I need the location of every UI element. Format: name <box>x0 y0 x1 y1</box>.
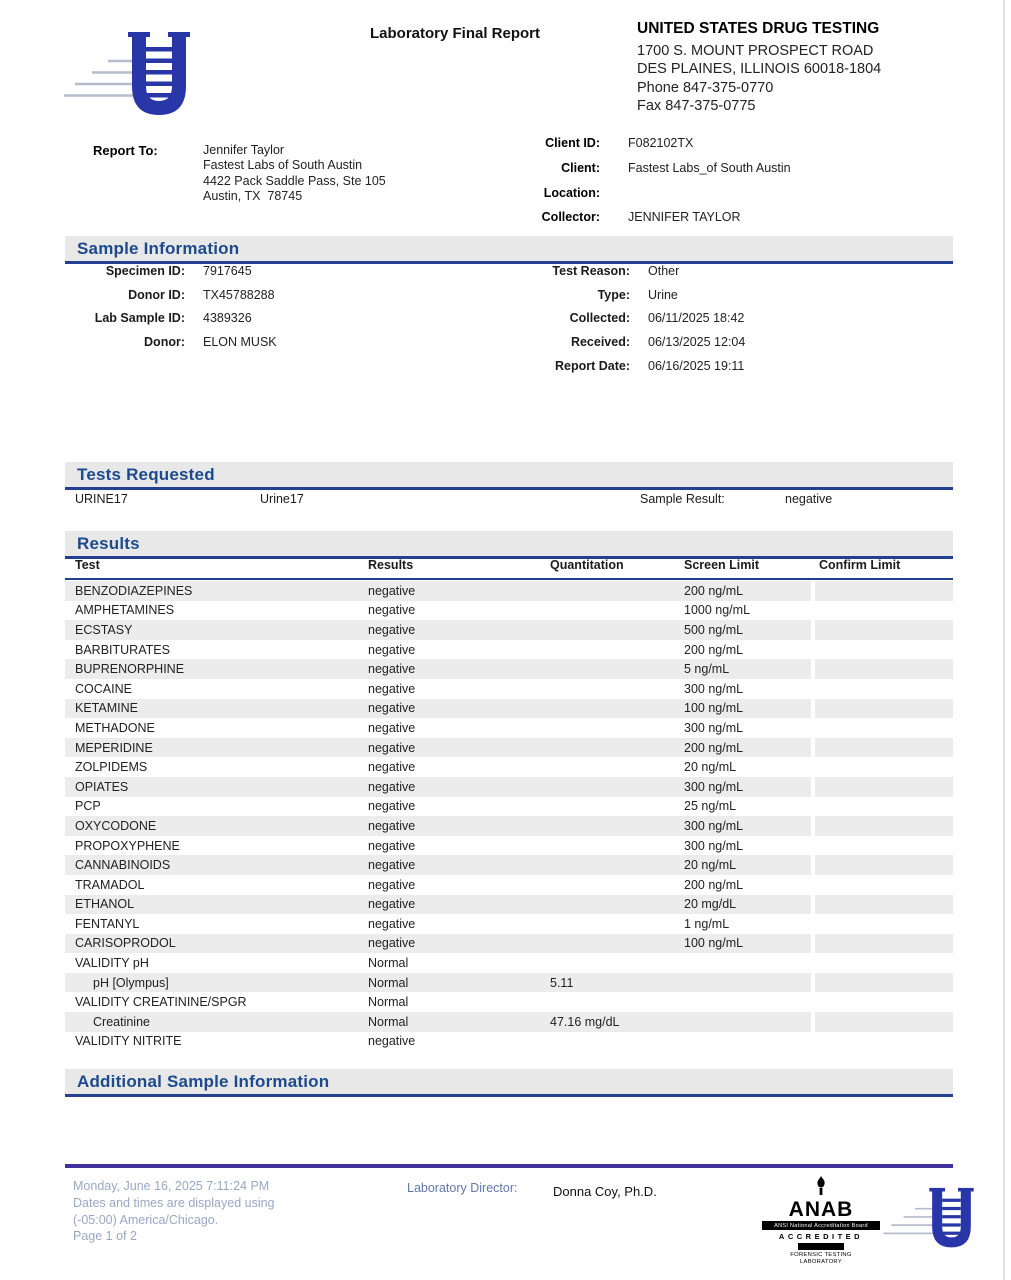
result-row <box>65 718 953 738</box>
field-label: Lab Sample ID: <box>94 311 185 326</box>
result-screen-limit: 300 ng/mL <box>684 681 744 696</box>
field-value: Fastest Labs_of South Austin <box>628 160 791 175</box>
field-label: Location: <box>543 185 600 200</box>
result-value: negative <box>368 720 416 735</box>
page-title: Laboratory Final Report <box>370 25 541 42</box>
company-address-1: 1700 S. MOUNT PROSPECT ROAD <box>637 42 874 59</box>
anab-accreditation-logo <box>762 1176 880 1266</box>
result-quantitation <box>550 855 684 875</box>
result-test: KETAMINE <box>65 699 368 719</box>
result-test: OPIATES <box>65 777 368 797</box>
field-row <box>65 264 445 288</box>
result-value: negative <box>368 877 416 892</box>
result-quantitation <box>550 659 684 679</box>
result-confirm-limit <box>815 992 953 1012</box>
result-confirm-limit <box>815 875 953 895</box>
field-row <box>450 288 870 312</box>
results-table-header <box>65 558 953 580</box>
result-value: negative <box>368 916 416 931</box>
result-test: ZOLPIDEMS <box>75 760 148 775</box>
result-confirm-limit <box>815 679 953 699</box>
result-quantitation <box>550 797 684 817</box>
result-quantitation <box>550 640 684 660</box>
col-test: Test <box>75 558 100 572</box>
result-quantitation: 5.11 <box>550 973 684 993</box>
result-value: negative <box>368 855 550 875</box>
result-screen-limit: 200 ng/mL <box>684 581 811 601</box>
field-value: JENNIFER TAYLOR <box>628 210 741 225</box>
result-row <box>65 659 953 679</box>
result-quantitation <box>550 1032 684 1052</box>
result-test: PROPOXYPHENE <box>75 838 180 853</box>
result-confirm-limit <box>815 718 953 738</box>
result-quantitation <box>550 718 684 738</box>
field-row <box>65 288 445 312</box>
result-test: BENZODIAZEPINES <box>65 581 368 601</box>
anab-torch-icon <box>813 1176 829 1196</box>
result-test: VALIDITY NITRITE <box>75 1034 182 1049</box>
result-confirm-limit <box>815 895 953 915</box>
field-row <box>450 335 870 359</box>
field-label: Collector: <box>541 210 600 225</box>
result-test: ETHANOL <box>65 895 368 915</box>
result-test: ECSTASY <box>65 620 368 640</box>
result-screen-limit: 200 ng/mL <box>684 738 811 758</box>
result-row <box>65 816 953 836</box>
result-row <box>65 1012 953 1032</box>
field-row <box>450 311 870 335</box>
anab-name: ANAB <box>788 1198 854 1221</box>
footer-timezone-note-2: (-05:00) America/Chicago. <box>73 1212 219 1227</box>
result-confirm-limit <box>815 659 953 679</box>
result-test: pH [Olympus] <box>65 973 368 993</box>
field-row <box>65 335 445 359</box>
result-row <box>65 738 953 758</box>
field-label: Client: <box>561 160 600 175</box>
result-row <box>65 581 953 601</box>
field-row <box>65 311 445 335</box>
result-quantitation <box>550 601 684 621</box>
result-test: CARISOPRODOL <box>65 934 368 954</box>
result-confirm-limit <box>815 816 953 836</box>
company-address-2: DES PLAINES, ILLINOIS 60018-1804 <box>637 61 882 77</box>
result-quantitation <box>550 836 684 856</box>
field-value: Urine <box>648 287 678 302</box>
result-confirm-limit <box>815 699 953 719</box>
result-value: negative <box>368 777 550 797</box>
tests-requested-title: Tests Requested <box>77 465 215 484</box>
field-value: 06/11/2025 18:42 <box>648 311 745 326</box>
result-screen-limit: 300 ng/mL <box>684 777 811 797</box>
result-row <box>65 992 953 1012</box>
field-row <box>420 186 840 211</box>
sample-information-title: Sample Information <box>77 239 240 258</box>
result-screen-limit: 200 ng/mL <box>684 642 744 657</box>
col-screen-limit: Screen Limit <box>684 558 760 572</box>
result-value: Normal <box>368 956 409 971</box>
result-row <box>65 1032 953 1052</box>
result-quantitation <box>550 895 684 915</box>
result-value: negative <box>368 603 416 618</box>
result-test: VALIDITY pH <box>75 956 149 971</box>
result-quantitation <box>550 953 684 973</box>
result-test: VALIDITY CREATININE/SPGR <box>75 995 247 1010</box>
result-quantitation <box>550 757 684 777</box>
result-confirm-limit <box>815 914 953 934</box>
field-row <box>450 359 870 383</box>
field-row <box>420 210 840 235</box>
result-screen-limit: 1000 ng/mL <box>684 603 751 618</box>
field-value: 06/16/2025 19:11 <box>648 358 745 373</box>
field-value: F082102TX <box>628 136 694 150</box>
page-right-edge <box>1003 0 1005 1280</box>
field-row <box>450 264 870 288</box>
result-confirm-limit <box>815 1032 953 1052</box>
test-code: URINE17 <box>75 492 128 506</box>
result-test: BARBITURATES <box>75 642 170 657</box>
result-screen-limit: 1 ng/mL <box>684 916 730 931</box>
client-fields <box>420 136 840 235</box>
result-screen-limit <box>684 1032 811 1052</box>
result-screen-limit: 300 ng/mL <box>684 720 744 735</box>
sample-result-value: negative <box>785 492 833 506</box>
field-value: Other <box>648 264 680 278</box>
sample-information-section-header <box>65 236 953 264</box>
result-value: Normal <box>368 995 409 1010</box>
result-confirm-limit <box>815 934 953 954</box>
result-quantitation <box>550 699 684 719</box>
usdt-u-logo-footer <box>882 1182 978 1254</box>
field-row <box>420 161 840 186</box>
result-row <box>65 895 953 915</box>
result-row <box>65 777 953 797</box>
result-confirm-limit <box>815 640 953 660</box>
report-to-line: Jennifer Taylor <box>203 143 285 157</box>
result-screen-limit: 20 ng/mL <box>684 855 811 875</box>
result-test: OXYCODONE <box>65 816 368 836</box>
field-label: Report Date: <box>554 358 630 373</box>
result-row <box>65 934 953 954</box>
result-screen-limit: 300 ng/mL <box>684 816 811 836</box>
result-row <box>65 601 953 621</box>
result-row <box>65 973 953 993</box>
result-value: negative <box>368 799 416 814</box>
report-to-line: 4422 Pack Saddle Pass, Ste 105 <box>203 173 386 188</box>
result-quantitation <box>550 914 684 934</box>
field-label: Type: <box>597 287 630 302</box>
result-confirm-limit <box>815 836 953 856</box>
result-value: negative <box>368 581 550 601</box>
field-value: TX45788288 <box>203 287 275 302</box>
lab-director-name: Donna Coy, Ph.D. <box>553 1184 657 1199</box>
report-to-line: Austin, TX 78745 <box>203 188 303 203</box>
additional-sample-info-section-header <box>65 1069 953 1097</box>
field-label: Donor: <box>144 335 185 350</box>
result-confirm-limit <box>815 777 953 797</box>
result-confirm-limit <box>815 581 953 601</box>
company-phone: Phone 847-375-0770 <box>637 79 774 96</box>
result-value: negative <box>368 895 550 915</box>
footer-timezone-note-1: Dates and times are displayed using <box>73 1195 275 1210</box>
result-value: negative <box>368 934 550 954</box>
result-confirm-limit <box>815 797 953 817</box>
result-test: TRAMADOL <box>75 877 145 892</box>
footer-page-info: Page 1 of 2 <box>73 1229 137 1244</box>
field-value: ELON MUSK <box>203 335 277 350</box>
field-label: Client ID: <box>545 136 600 150</box>
sample-info-left-fields <box>65 264 445 359</box>
results-table-body <box>65 581 953 1051</box>
footer-meta <box>73 1178 275 1245</box>
result-test: METHADONE <box>75 720 155 735</box>
result-confirm-limit <box>815 738 953 758</box>
result-row <box>65 640 953 660</box>
result-quantitation: 47.16 mg/dL <box>550 1012 684 1032</box>
field-row <box>420 136 840 161</box>
col-quantitation: Quantitation <box>550 558 624 572</box>
result-quantitation <box>550 581 684 601</box>
anab-board-bar: ANSI National Accreditation Board <box>762 1221 880 1230</box>
result-test: CANNABINOIDS <box>65 855 368 875</box>
result-row <box>65 855 953 875</box>
result-test: COCAINE <box>75 681 132 696</box>
result-row <box>65 953 953 973</box>
result-row <box>65 699 953 719</box>
report-to-address <box>203 143 386 204</box>
result-quantitation <box>550 992 684 1012</box>
result-test: BUPRENORPHINE <box>65 659 368 679</box>
result-screen-limit <box>684 992 811 1012</box>
result-row <box>65 836 953 856</box>
result-value: negative <box>368 620 550 640</box>
result-test: FENTANYL <box>75 916 140 931</box>
result-test: AMPHETAMINES <box>75 603 175 618</box>
test-name: Urine17 <box>260 492 304 506</box>
additional-sample-info-title: Additional Sample Information <box>77 1072 330 1091</box>
result-screen-limit: 100 ng/mL <box>684 934 811 954</box>
result-quantitation <box>550 875 684 895</box>
result-quantitation <box>550 679 684 699</box>
result-quantitation <box>550 738 684 758</box>
lab-director-label: Laboratory Director: <box>407 1181 518 1195</box>
result-screen-limit: 5 ng/mL <box>684 659 811 679</box>
result-value: negative <box>368 659 550 679</box>
company-block <box>637 20 987 116</box>
field-value: 06/13/2025 12:04 <box>648 335 746 350</box>
result-screen-limit: 300 ng/mL <box>684 838 744 853</box>
result-value: negative <box>368 1034 416 1049</box>
report-to-line: Fastest Labs of South Austin <box>203 158 363 173</box>
result-confirm-limit <box>815 973 953 993</box>
results-title: Results <box>77 534 140 553</box>
company-fax: Fax 847-375-0775 <box>637 98 756 114</box>
result-confirm-limit <box>815 855 953 875</box>
sample-result-label: Sample Result: <box>640 492 725 506</box>
result-value: Normal <box>368 973 550 993</box>
result-screen-limit <box>684 1012 811 1032</box>
result-confirm-limit <box>815 1012 953 1032</box>
field-label: Collected: <box>569 311 630 326</box>
result-value: negative <box>368 699 550 719</box>
result-screen-limit <box>684 953 811 973</box>
result-value: negative <box>368 738 550 758</box>
col-results: Results <box>368 558 414 572</box>
result-quantitation <box>550 934 684 954</box>
col-confirm-limit: Confirm Limit <box>819 558 901 572</box>
result-test: Creatinine <box>65 1012 368 1032</box>
result-row <box>65 875 953 895</box>
result-value: Normal <box>368 1012 550 1032</box>
result-row <box>65 914 953 934</box>
footer-timestamp: Monday, June 16, 2025 7:11:24 PM <box>73 1179 270 1193</box>
result-row <box>65 797 953 817</box>
result-screen-limit: 25 ng/mL <box>684 799 737 814</box>
result-confirm-limit <box>815 620 953 640</box>
anab-accredited-label: ACCREDITED <box>778 1232 864 1241</box>
result-value: negative <box>368 838 416 853</box>
result-screen-limit: 20 ng/mL <box>684 760 737 775</box>
result-row <box>65 679 953 699</box>
result-screen-limit: 500 ng/mL <box>684 620 811 640</box>
result-row <box>65 757 953 777</box>
field-label: Test Reason: <box>552 264 630 278</box>
field-label: Donor ID: <box>128 287 185 302</box>
footer-divider <box>65 1164 953 1168</box>
tests-requested-row <box>65 492 953 512</box>
result-screen-limit <box>684 973 811 993</box>
result-quantitation <box>550 620 684 640</box>
field-value: 4389326 <box>203 311 252 326</box>
result-quantitation <box>550 816 684 836</box>
result-confirm-limit <box>815 757 953 777</box>
result-value: negative <box>368 816 550 836</box>
result-screen-limit: 20 mg/dL <box>684 895 811 915</box>
anab-scope-label: FORENSIC TESTING LABORATORY <box>790 1252 852 1265</box>
sample-info-right-fields <box>450 264 870 382</box>
result-test: PCP <box>75 799 101 814</box>
result-value: negative <box>368 681 416 696</box>
report-to-label: Report To: <box>93 143 158 158</box>
result-row <box>65 620 953 640</box>
company-name: UNITED STATES DRUG TESTING <box>637 20 880 37</box>
usdt-u-logo <box>62 24 196 124</box>
result-screen-limit: 100 ng/mL <box>684 699 811 719</box>
tests-requested-section-header <box>65 462 953 490</box>
anab-cert-bar <box>798 1243 844 1250</box>
field-value: 7917645 <box>203 264 252 278</box>
result-test: MEPERIDINE <box>65 738 368 758</box>
field-label: Specimen ID: <box>105 264 185 278</box>
field-label: Received: <box>570 335 630 350</box>
result-confirm-limit <box>815 953 953 973</box>
result-screen-limit: 200 ng/mL <box>684 877 744 892</box>
result-confirm-limit <box>815 601 953 621</box>
result-value: negative <box>368 760 416 775</box>
results-section-header <box>65 531 953 559</box>
result-quantitation <box>550 777 684 797</box>
result-value: negative <box>368 642 416 657</box>
